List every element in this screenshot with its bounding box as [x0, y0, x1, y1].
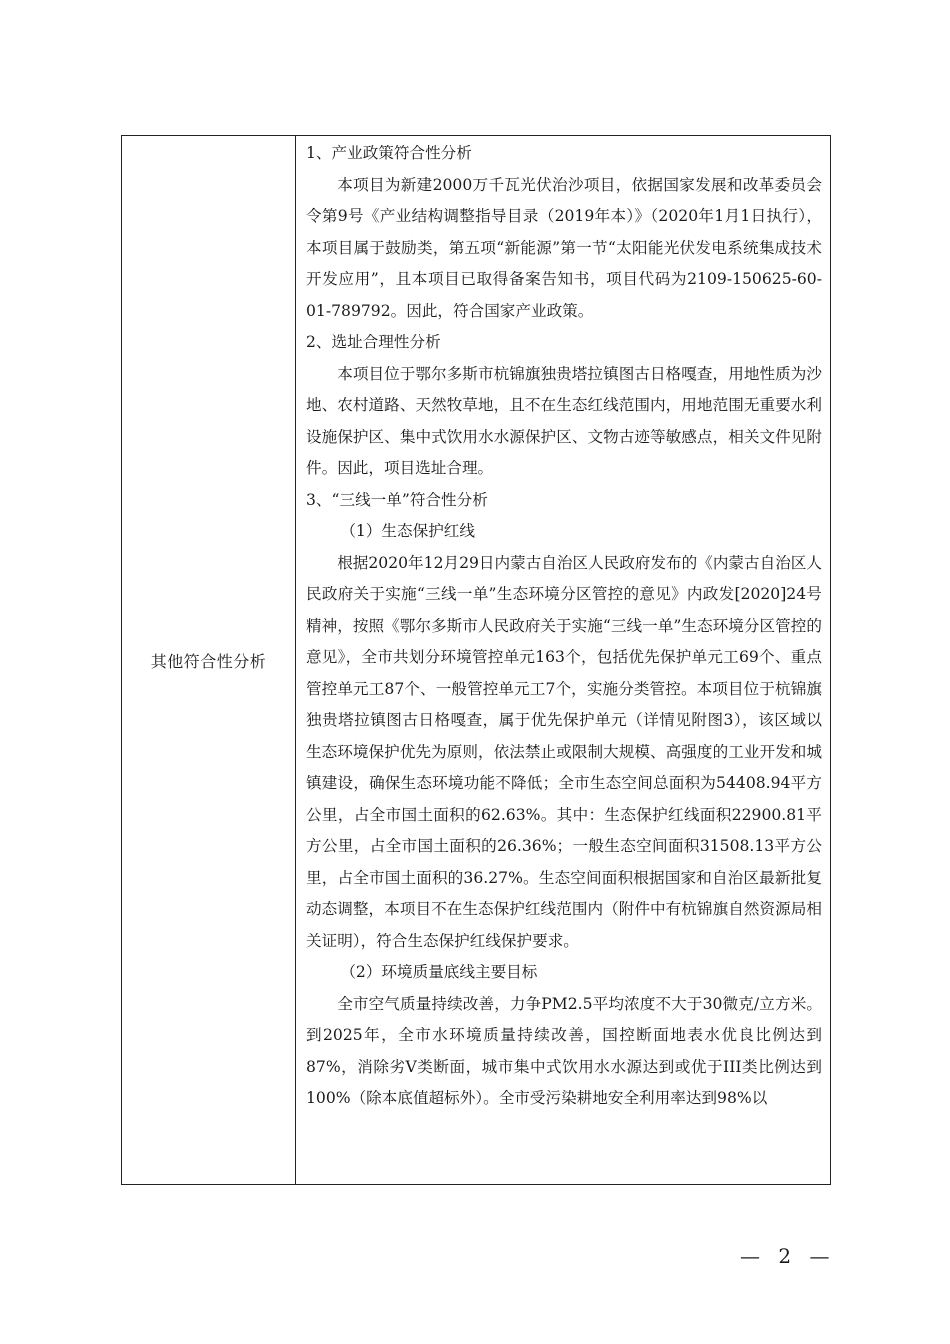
section-3-1-body: 根据2020年12月29日内蒙古自治区人民政府发布的《内蒙古自治区人民政府关于实施“三线一单”生态环境分区管控的意见》内政发[2020]24号精神，按照《鄂尔多斯市人民政府关于实施“三线一单”生态环境分区管控的意见》，全市共划分环境管控单元163个，包括优先保护单元工69个、重点管控单元工87个、一般管控单元工7个，实施分类管控。本项目位于杭锦旗独贵塔拉镇图古日格嘎查，属于优先保护单元（详情见附图3），该区域以生态环境保护优先为原则，依法禁止或限制大规模、高强度的工业开发和城镇建设，确保生态环境功能不降低；全市生态空间总面积为54408.94平方公里，占全市国土面积的62.63%。其中：生态保护红线面积22900.81平方公里，占全市国土面积的26.36%；一般生态空间面积31508.13平方公里，占全市国土面积的36.27%。生态空间面积根据国家和自治区最新批复动态调整，本项目不在生态保护红线范围内（附件中有杭锦旗自然资源局相关证明），符合生态保护红线保护要求。: [306, 553, 822, 950]
section-3-2-heading: （2）环境质量底线主要目标: [340, 963, 538, 981]
page-number: — 2 —: [740, 1244, 836, 1268]
section-3-2-body: 全市空气质量持续改善，力争PM2.5平均浓度不大于30微克/立方米。到2025年，全市水环境质量持续改善，国控断面地表水优良比例达到87%，消除劣Ⅴ类断面，城市集中式饮用水水源达到或优于III类比例达到100%（除本底值超标外）。全市受污染耕地安全利用率达到98%以: [306, 994, 822, 1107]
row-label: 其他符合性分析: [150, 651, 267, 671]
analysis-content: [306, 138, 822, 1115]
section-2-heading: 2、选址合理性分析: [306, 333, 441, 351]
section-2-body: 本项目位于鄂尔多斯市杭锦旗独贵塔拉镇图古日格嘎查，用地性质为沙地、农村道路、天然牧草地，且不在生态红线范围内，用地范围无重要水利设施保护区、集中式饮用水水源保护区、文物古迹等敏感点，相关文件见附件。因此，项目选址合理。: [306, 364, 822, 477]
section-3-heading: 3、“三线一单”符合性分析: [306, 490, 488, 509]
section-1-heading: 1、产业政策符合性分析: [306, 144, 472, 162]
row-label-cell: [122, 136, 296, 1184]
analysis-content-cell: [297, 136, 830, 1184]
compliance-table: [121, 135, 831, 1185]
section-3-1-heading: （1）生态保护红线: [340, 522, 475, 540]
section-1-body: 本项目为新建2000万千瓦光伏治沙项目，依据国家发展和改革委员会令第9号《产业结构调整指导目录（2019年本）》（2020年1月1日执行），本项目属于鼓励类，第五项“新能源”第一节“太阳能光伏发电系统集成技术开发应用”，且本项目已取得备案告知书，项目代码为2109-150625-60-01-789792。因此，符合国家产业政策。: [306, 175, 822, 320]
